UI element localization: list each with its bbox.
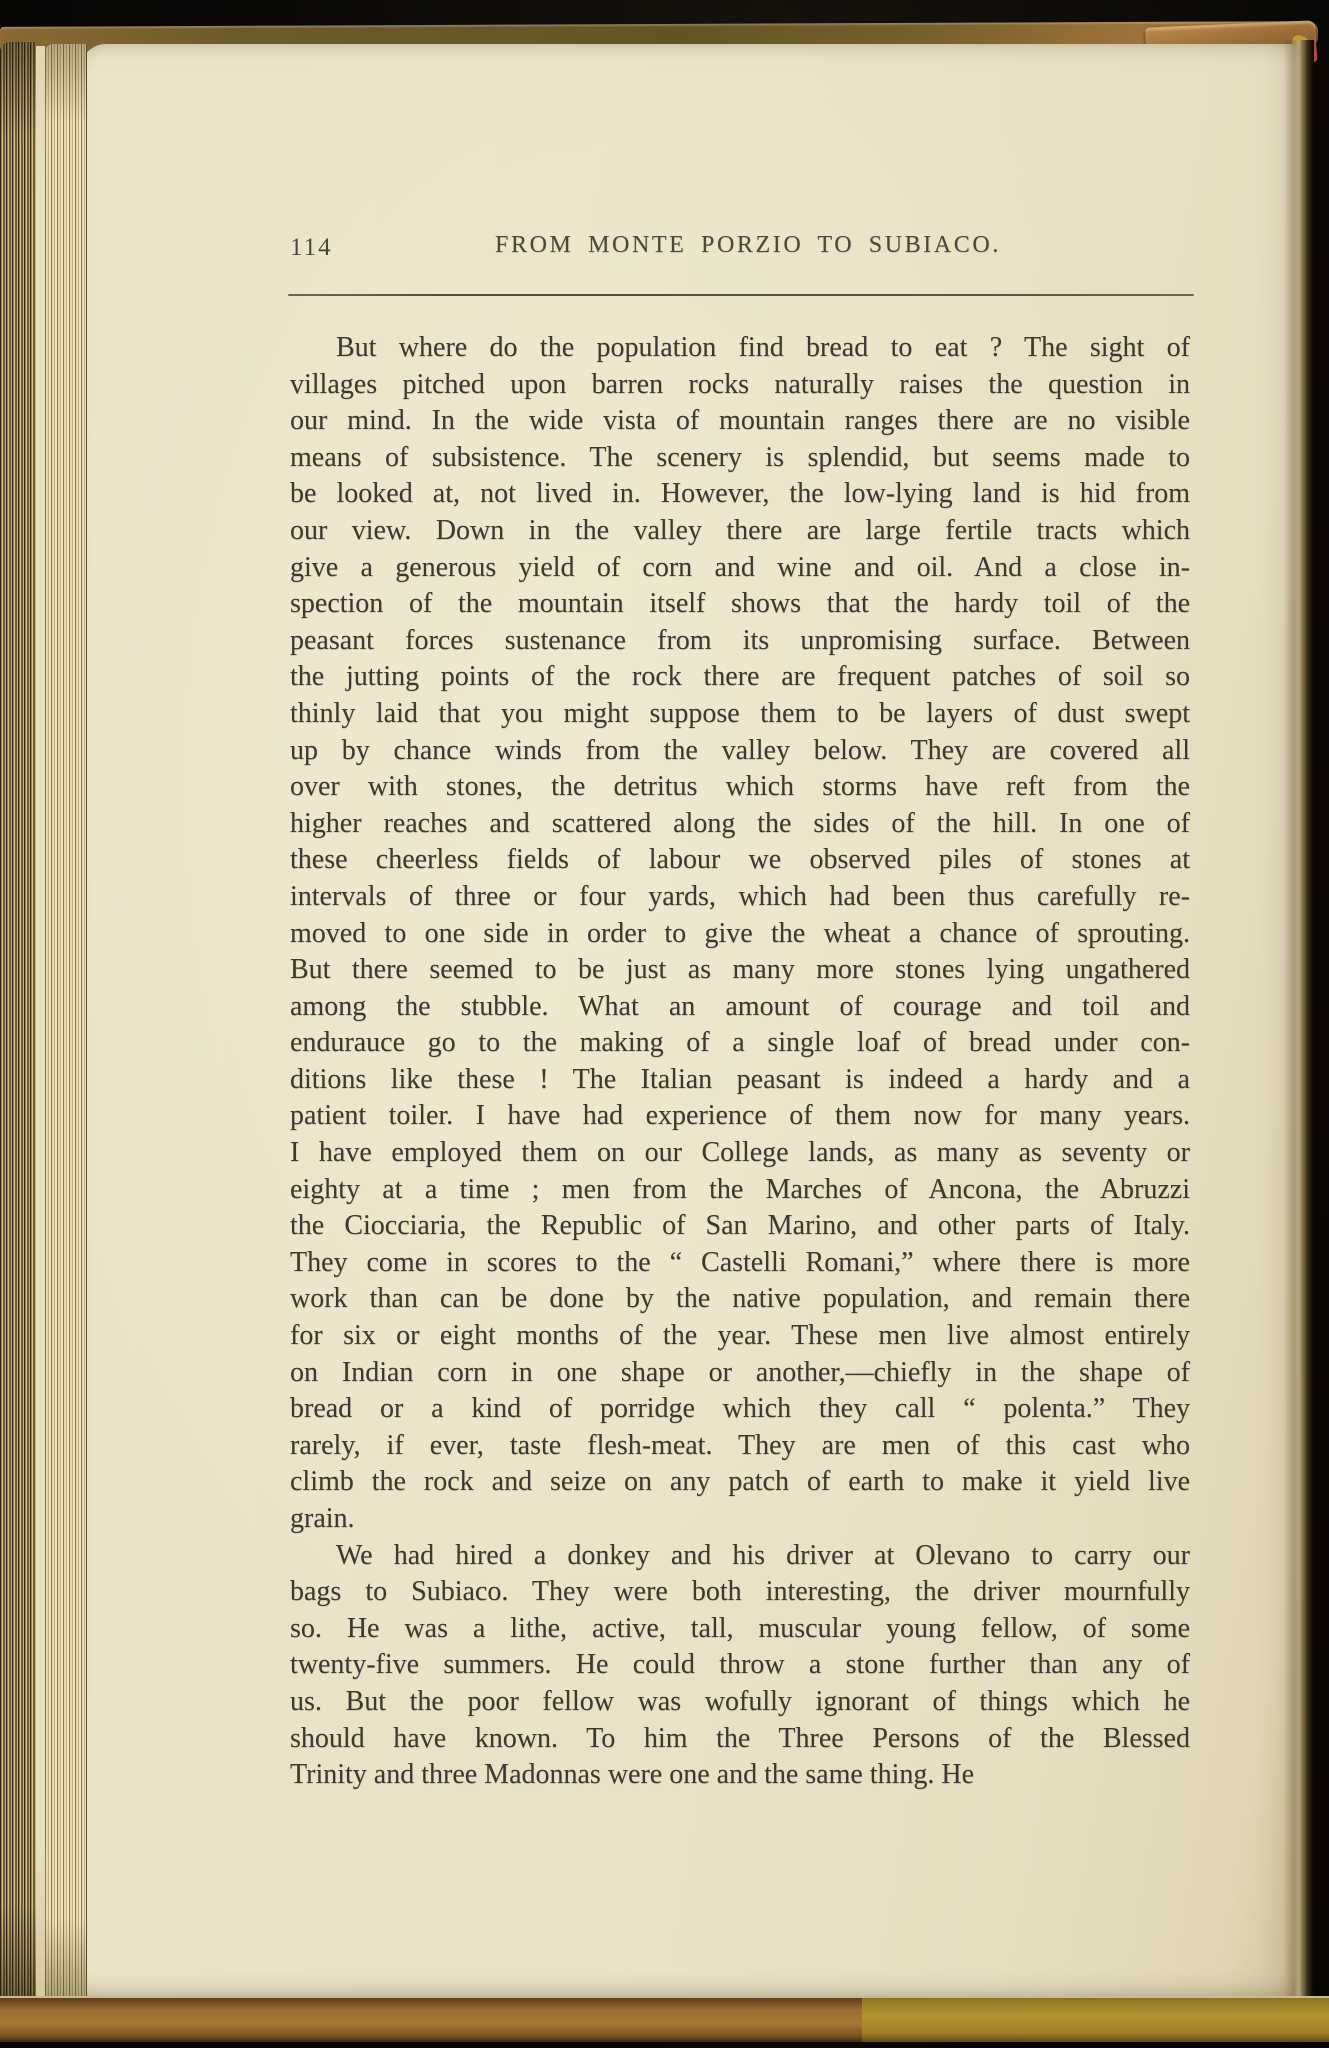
book-page xyxy=(80,44,1308,1996)
text-line: on Indian corn in one shape or another,—chiefly in the shape of xyxy=(290,1356,1190,1388)
text-line: be looked at, not lived in. However, the low-lying land is hid from xyxy=(290,478,1190,510)
text-line: the jutting points of the rock there are frequent patches of soil so xyxy=(290,661,1190,693)
text-line: means of subsistence. The scenery is splendid, but seems made to xyxy=(290,441,1190,473)
text-line: for six or eight months of the year. These men live almost entirely xyxy=(290,1320,1190,1352)
text-line: over with stones, the detritus which storms have reft from the xyxy=(290,771,1190,803)
text-line: rarely, if ever, taste flesh-meat. They are men of this cast who xyxy=(290,1429,1190,1461)
page-edge-gap xyxy=(36,46,45,1996)
page-number: 114 xyxy=(290,234,333,261)
text-line: thinly laid that you might suppose them to be layers of dust swept xyxy=(290,697,1190,729)
page-edges-left xyxy=(0,42,92,2002)
text-line: give a generous yield of corn and wine and oil. And a close in- xyxy=(290,551,1190,583)
page-body-text xyxy=(290,330,1190,1794)
text-line: But where do the population find bread to eat ? The sight of xyxy=(336,332,1190,363)
text-line: climb the rock and seize on any patch of earth to make it yield live xyxy=(290,1466,1190,1498)
text-line: grain. xyxy=(290,1503,355,1534)
text-line: the Ciocciaria, the Republic of San Marino, and other parts of Italy. xyxy=(290,1210,1190,1242)
text-line: Trinity and three Madonnas were one and the same thing. He xyxy=(290,1759,975,1791)
text-line: our mind. In the wide vista of mountain ranges there are no visible xyxy=(290,405,1190,437)
page-edge-stripes-outer xyxy=(0,42,36,2002)
text-line: work than can be done by the native population, and remain there xyxy=(290,1283,1190,1315)
text-line: spection of the mountain itself shows that the hardy toil of the xyxy=(290,588,1190,620)
text-line: higher reaches and scattered along the sides of the hill. In one of xyxy=(290,807,1190,839)
text-line: But there seemed to be just as many more stones lying ungathered xyxy=(290,954,1190,986)
text-line: endurauce go to the making of a single loaf of bread under con- xyxy=(290,1027,1190,1059)
text-line: bread or a kind of porridge which they call “ polenta.” They xyxy=(290,1393,1190,1425)
text-line: peasant forces sustenance from its unpromising surface. Between xyxy=(290,624,1190,656)
text-line: us. But the poor fellow was wofully ignorant of things which he xyxy=(290,1685,1190,1717)
running-title: FROM MONTE PORZIO TO SUBIACO. xyxy=(495,232,1001,258)
text-line: villages pitched upon barren rocks naturally raises the question in xyxy=(290,368,1190,400)
text-line: moved to one side in order to give the wheat a chance of sprouting. xyxy=(290,917,1190,949)
book-cover-bottom-gilt xyxy=(862,1998,1329,2042)
header-rule xyxy=(288,294,1194,296)
text-line: intervals of three or four yards, which had been thus carefully re- xyxy=(290,880,1190,912)
text-line: patient toiler. I have had experience of them now for many years. xyxy=(290,1100,1190,1132)
text-line: among the stubble. What an amount of courage and toil and xyxy=(290,990,1190,1022)
text-line: these cheerless fields of labour we observed piles of stones at xyxy=(290,844,1190,876)
text-line: so. He was a lithe, active, tall, muscular young fellow, of some xyxy=(290,1612,1190,1644)
text-line: should have known. To him the Three Persons of the Blessed xyxy=(290,1722,1190,1754)
text-line: our view. Down in the valley there are large fertile tracts which xyxy=(290,514,1190,546)
text-line: eighty at a time ; men from the Marches of Ancona, the Abruzzi xyxy=(290,1173,1190,1205)
text-line: bags to Subiaco. They were both interesting, the driver mournfully xyxy=(290,1576,1190,1608)
text-line: I have employed them on our College lands, as many as seventy or xyxy=(290,1137,1190,1169)
text-line: up by chance winds from the valley below. They are covered all xyxy=(290,734,1190,766)
page-edge-stripes-inner xyxy=(45,44,87,1998)
text-line: We had hired a donkey and his driver at Olevano to carry our xyxy=(336,1539,1190,1571)
page-header xyxy=(290,232,1192,264)
text-line: twenty-five summers. He could throw a stone further than any of xyxy=(290,1649,1190,1681)
text-line: ditions like these ! The Italian peasant is indeed a hardy and a xyxy=(290,1063,1190,1095)
page-gutter-shadow xyxy=(1284,40,1314,2000)
text-line: They come in scores to the “ Castelli Romani,” where there is more xyxy=(290,1246,1190,1278)
